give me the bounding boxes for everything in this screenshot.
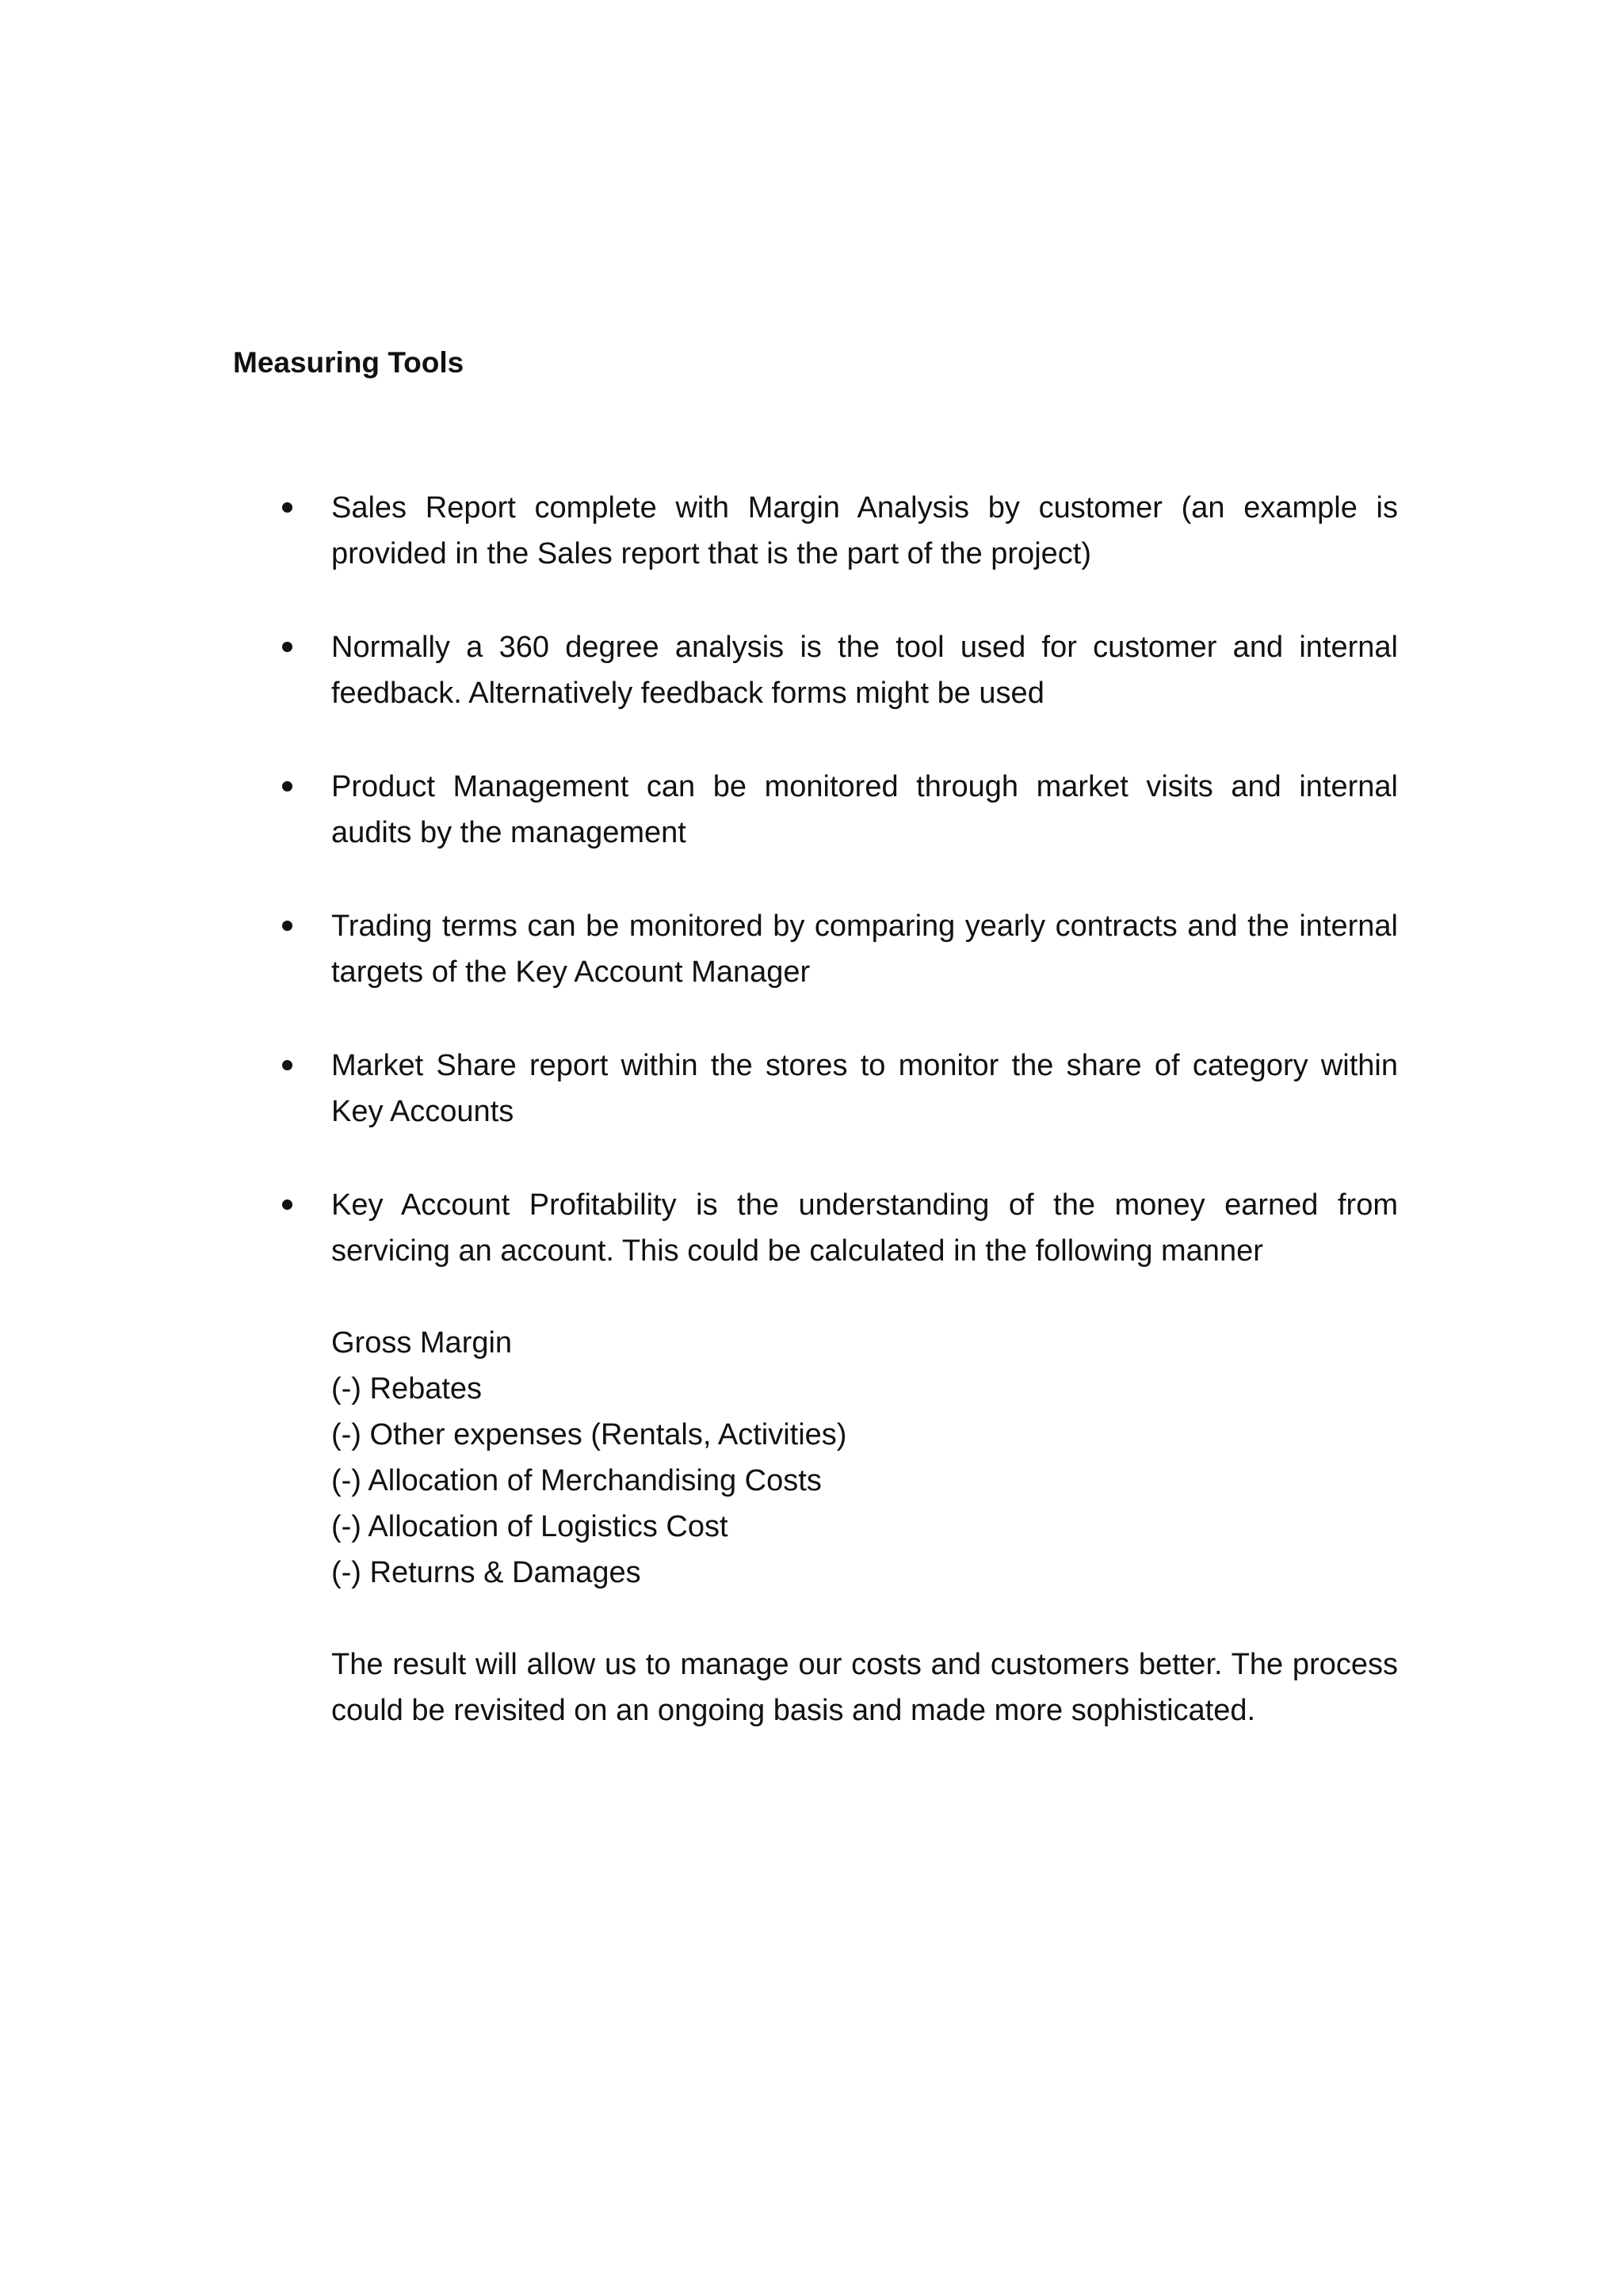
list-item-text: Key Account Profitability is the understanding of the money earned from servicing an account. This could be calculated in the following manner (331, 1188, 1398, 1268)
page-title: Measuring Tools (233, 346, 464, 379)
calculation-line: (-) Other expenses (Rentals, Activities) (331, 1418, 847, 1451)
calculation-line: Gross Margin (331, 1326, 513, 1360)
list-item (282, 485, 1398, 577)
calculation-line: (-) Allocation of Logistics Cost (331, 1510, 728, 1543)
result-paragraph: The result will allow us to manage our costs and customers better. The process could be revisited on an ongoing basis and made more sophisticated. (331, 1648, 1398, 1727)
calculation-line: (-) Returns & Damages (331, 1556, 641, 1589)
calculation-line: (-) Allocation of Merchandising Costs (331, 1464, 822, 1497)
list-item-text: Trading terms can be monitored by comparing yearly contracts and the internal targets of the Key Account Manager (331, 910, 1398, 989)
bullet-icon (282, 502, 292, 513)
bullet-icon (282, 642, 292, 652)
bullet-icon (282, 1060, 292, 1070)
bullet-icon (282, 1199, 292, 1210)
calculation-line: (-) Rebates (331, 1372, 483, 1405)
list-item (282, 624, 1398, 716)
list-item (282, 764, 1398, 856)
measuring-tools-list (282, 485, 1398, 1781)
list-item (282, 903, 1398, 995)
list-item (282, 1043, 1398, 1135)
bullet-icon (282, 781, 292, 791)
list-item (282, 1182, 1398, 1733)
list-item-text: Sales Report complete with Margin Analysis by customer (an example is provided in the Sales report that is the part of the project) (331, 491, 1398, 570)
list-item-text: Normally a 360 degree analysis is the tool used for customer and internal feedback. Alternatively feedback forms might be used (331, 631, 1398, 710)
profitability-calculation (331, 1320, 1398, 1596)
list-item-text: Product Management can be monitored through market visits and internal audits by the management (331, 770, 1398, 849)
list-item-text: Market Share report within the stores to monitor the share of category within Key Accounts (331, 1049, 1398, 1128)
bullet-icon (282, 921, 292, 931)
